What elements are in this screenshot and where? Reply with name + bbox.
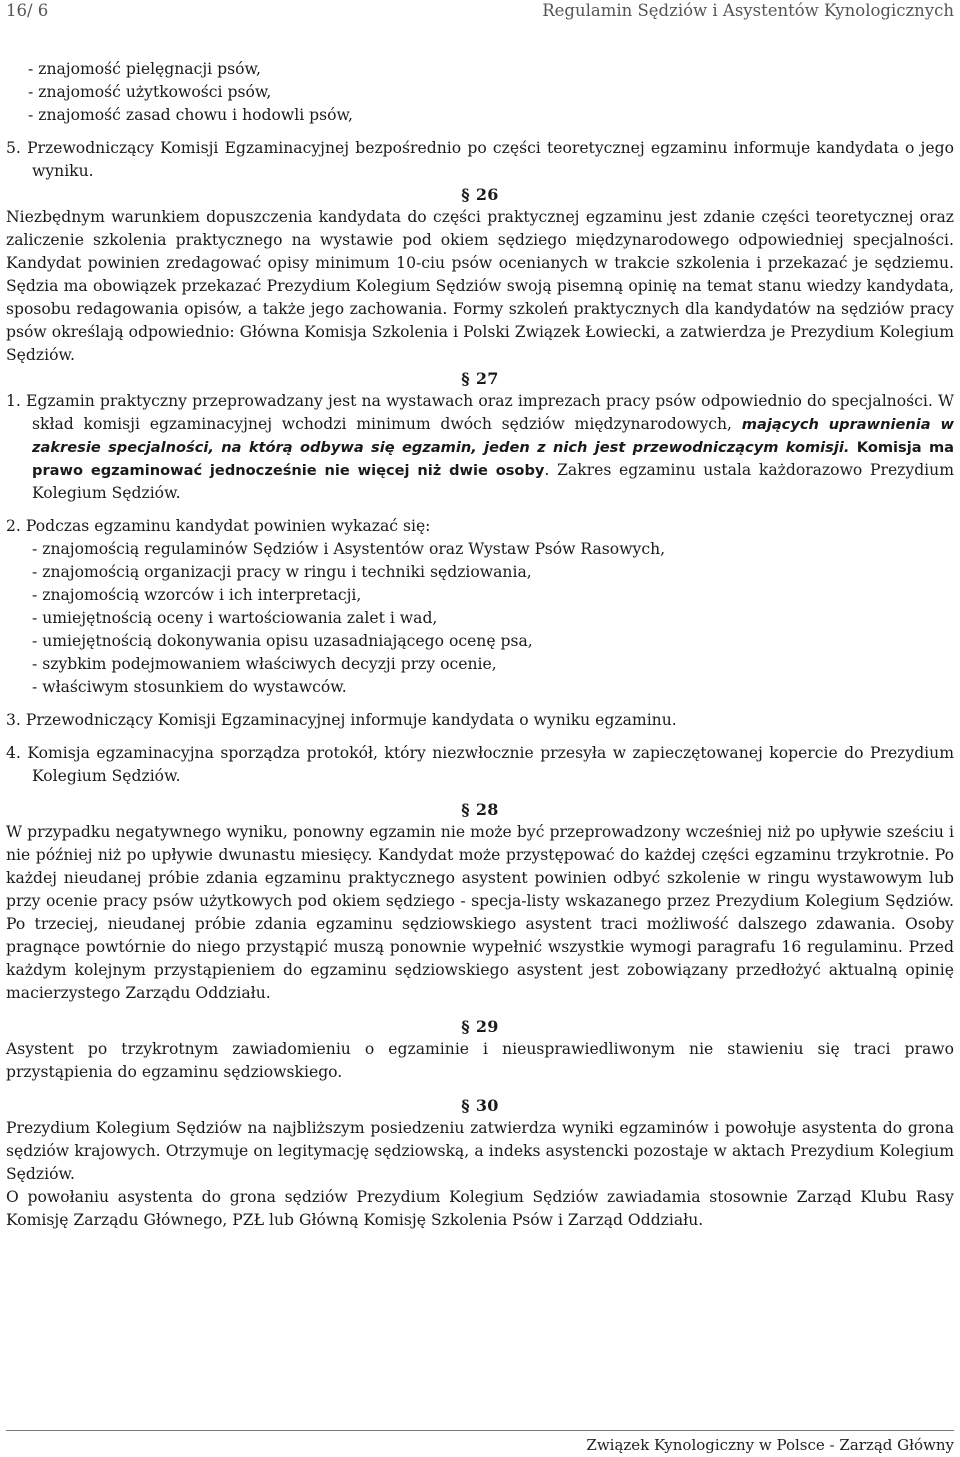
section-29-heading: § 29 bbox=[461, 1017, 499, 1036]
point-1-emphasis: mających uprawnienia w zakresie specjalności, na którą odbywa się egzamin, jeden z nich jest przewodniczącym komisji. bbox=[32, 416, 954, 456]
footer-divider bbox=[6, 1430, 954, 1431]
section-27-heading: § 27 bbox=[461, 369, 499, 388]
point-1-bold: Komisja ma prawo egzaminować jednocześnie nie więcej niż dwie osoby bbox=[32, 439, 954, 479]
section-28-heading: § 28 bbox=[461, 800, 499, 819]
list-item: - właściwym stosunkiem do wystawców. bbox=[32, 678, 347, 696]
list-item: - umiejętnością dokonywania opisu uzasadniającego ocenę psa, bbox=[32, 632, 533, 650]
section-30-body-1: Prezydium Kolegium Sędziów na najbliższym posiedzeniu zatwierdza wyniki egzaminów i powołuje asystenta do grona sędziów krajowych. Otrzymuje on legitymację sędziowską, a indeks asystencki pozostaje w aktach Prezydium Kolegium Sędziów. bbox=[6, 1119, 954, 1183]
section-27-point-1 bbox=[6, 390, 954, 505]
list-item: - znajomość użytkowości psów, bbox=[28, 83, 272, 101]
list-item: - znajomość zasad chowu i hodowli psów, bbox=[28, 106, 353, 124]
list-item: - szybkim podejmowaniem właściwych decyzji przy ocenie, bbox=[32, 655, 497, 673]
page-content bbox=[6, 58, 954, 1232]
list-item: - znajomością wzorców i ich interpretacji, bbox=[32, 586, 362, 604]
page-number: 16/ 6 bbox=[6, 1, 49, 20]
section-26-heading: § 26 bbox=[461, 185, 499, 204]
section-27-point-2: 2. Podczas egzaminu kandydat powinien wykazać się: bbox=[6, 517, 431, 535]
paragraph-5: 5. Przewodniczący Komisji Egzaminacyjnej bezpośrednio po części teoretycznej egzaminu informuje kandydata o jego wyniku. bbox=[6, 139, 954, 180]
document-title: Regulamin Sędziów i Asystentów Kynologicznych bbox=[542, 1, 954, 20]
section-27-point-4: 4. Komisja egzaminacyjna sporządza protokół, który niezwłocznie przesyła w zapieczętowanej kopercie do Prezydium Kolegium Sędziów. bbox=[6, 744, 954, 785]
point-1-tail: . Zakres egzaminu ustala każdorazowo Prezydium Kolegium Sędziów. bbox=[32, 461, 954, 502]
point-1-text: 1. Egzamin praktyczny przeprowadzany jest na wystawach oraz imprezach pracy psów odpowiednio do specjalności. W skład komisji egzaminacyjnej wchodzi minimum dwóch sędziów międzynarodowych, bbox=[6, 392, 954, 433]
section-27-point-3: 3. Przewodniczący Komisji Egzaminacyjnej informuje kandydata o wyniku egzaminu. bbox=[6, 711, 677, 729]
section-30-heading: § 30 bbox=[461, 1096, 499, 1115]
section-30-body-2: O powołaniu asystenta do grona sędziów Prezydium Kolegium Sędziów zawiadamia stosownie Zarząd Klubu Rasy Komisję Zarządu Głównego, PZŁ lub Główną Komisję Szkolenia Psów i Zarząd Oddziału. bbox=[6, 1188, 954, 1229]
page-footer: Związek Kynologiczny w Polsce - Zarząd Główny bbox=[586, 1436, 954, 1454]
section-28-body: W przypadku negatywnego wyniku, ponowny egzamin nie może być przeprowadzony wcześniej niż po upływie sześciu i nie później niż po upływie dwunastu miesięcy. Kandydat może przystępować do każdej części egzaminu trzykrotnie. Po każdej nieudanej próbie zdania egzaminu praktycznego asystent powinien odbyć szkolenie w ringu wystawowym lub przy ocenie pracy psów użytkowych pod okiem sędziego - specja-listy wskazanego przez Prezydium Kolegium Sędziów. Po trzeciej, nieudanej próbie zdania egzaminu sędziowskiego asystent traci możliwość dalszego zdawania. Osoby pragnące powtórnie do niego przystąpić muszą ponownie wypełnić wszystkie wymogi paragrafu 16 regulaminu. Przed każdym kolejnym przystąpieniem do egzaminu sędziowskiego asystent jest zobowiązany przedłożyć aktualną opinię macierzystego Zarządu Oddziału. bbox=[6, 823, 954, 1002]
document-page bbox=[6, 0, 954, 1457]
list-item: - umiejętnością oceny i wartościowania zalet i wad, bbox=[32, 609, 438, 627]
list-item: - znajomością regulaminów Sędziów i Asystentów oraz Wystaw Psów Rasowych, bbox=[32, 540, 666, 558]
page-header bbox=[6, 0, 954, 22]
section-26-body: Niezbędnym warunkiem dopuszczenia kandydata do części praktycznej egzaminu jest zdanie części teoretycznej oraz zaliczenie szkolenia praktycznego na wystawie pod okiem sędziego międzynarodowego odpowiedniej specjalności. Kandydat powinien zredagować opisy minimum 10-ciu psów ocenianych w trakcie szkolenia i przekazać je sędziemu. Sędzia ma obowiązek przekazać Prezydium Kolegium Sędziów swoją pisemną opinię na temat stanu wiedzy kandydata, sposobu redagowania opisów, a także jego zachowania. Formy szkoleń praktycznych dla kandydatów na sędziów pracy psów określają odpowiednio: Główna Komisja Szkolenia i Polski Związek Łowiecki, a zatwierdza je Prezydium Kolegium Sędziów. bbox=[6, 208, 954, 364]
section-29-body: Asystent po trzykrotnym zawiadomieniu o egzaminie i nieusprawiedliwonym nie stawieniu się traci prawo przystąpienia do egzaminu sędziowskiego. bbox=[6, 1040, 954, 1081]
list-item: - znajomością organizacji pracy w ringu i techniki sędziowania, bbox=[32, 563, 532, 581]
list-item: - znajomość pielęgnacji psów, bbox=[28, 60, 261, 78]
